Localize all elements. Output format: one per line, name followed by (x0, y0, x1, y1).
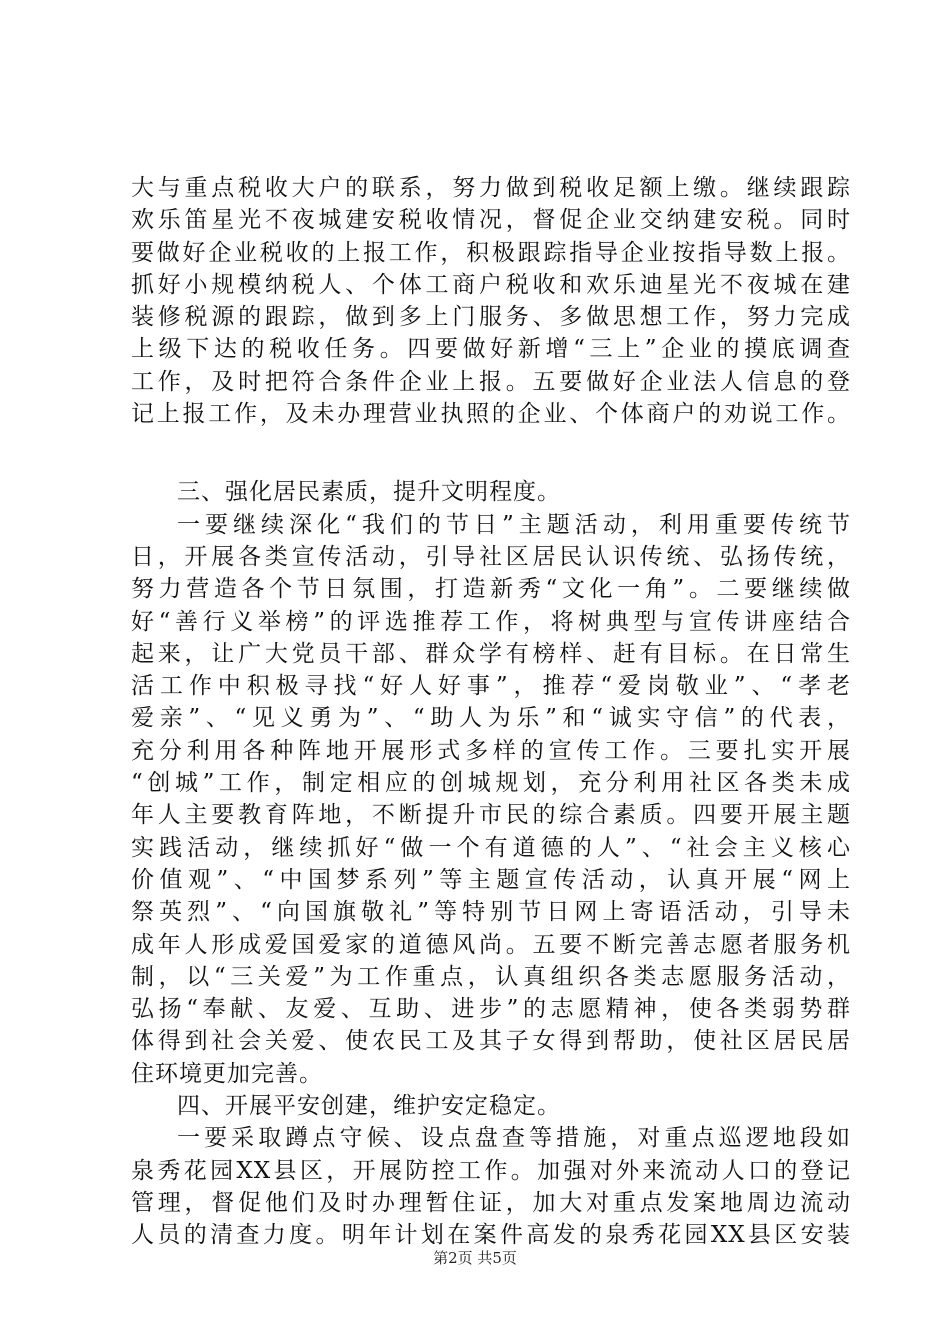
text-line: 好“善行义举榜”的评选推荐工作，将树典型与宣传讲座结合 (131, 608, 851, 635)
text-line: 成年人形成爱国爱家的道德风尚。五要不断完善志愿者服务机 (131, 931, 851, 958)
text-line: 工作，及时把符合条件企业上报。五要做好企业法人信息的登 (131, 368, 851, 395)
text-line: 上级下达的税收任务。四要做好新增“三上”企业的摸底调查 (131, 336, 851, 363)
text-line: 制，以“三关爱”为工作重点，认真组织各类志愿服务活动， (131, 963, 851, 990)
document-body (131, 172, 851, 1252)
text-line: 日，开展各类宣传活动，引导社区居民认识传统、弘扬传统， (131, 543, 851, 570)
text-line: 价值观”、“中国梦系列”等主题宣传活动，认真开展“网上 (131, 866, 851, 893)
paragraph-gap (131, 430, 851, 476)
text-line: 努力营造各个节日氛围，打造新秀“文化一角”。二要继续做 (131, 576, 851, 603)
text-line: 人员的清查力度。明年计划在案件高发的泉秀花园XX县区安装 (131, 1222, 851, 1249)
text-line: 活工作中积极寻找“好人好事”，推荐“爱岗敬业”、“孝老 (131, 673, 851, 700)
paragraph-civilization (131, 509, 851, 1090)
text-line: 充分利用各种阵地开展形式多样的宣传工作。三要扎实开展 (131, 737, 851, 764)
text-line: 住环境更加完善。 (131, 1060, 323, 1087)
page-footer: 第2页 共5页 (433, 1249, 517, 1267)
text-line: 记上报工作，及未办理营业执照的企业、个体商户的劝说工作。 (131, 401, 851, 428)
text-line: 一要继续深化“我们的节日”主题活动，利用重要传统节 (177, 511, 851, 538)
text-line: 爱亲”、“见义勇为”、“助人为乐”和“诚实守信”的代表， (131, 705, 851, 732)
text-line: 一要采取蹲点守候、设点盘查等措施，对重点巡逻地段如 (177, 1125, 851, 1152)
text-line: 要做好企业税收的上报工作，积极跟踪指导企业按指导数上报。 (131, 239, 851, 266)
text-line: 年人主要教育阵地，不断提升市民的综合素质。四要开展主题 (131, 802, 851, 829)
text-line: 实践活动，继续抓好“做一个有道德的人”、“社会主义核心 (131, 834, 851, 861)
text-line: 欢乐笛星光不夜城建安税收情况，督促企业交纳建安税。同时 (131, 207, 851, 234)
text-line: 起来，让广大党员干部、群众学有榜样、赶有目标。在日常生 (131, 640, 851, 667)
text-line: 祭英烈”、“向国旗敬礼”等特别节日网上寄语活动，引导未 (131, 899, 851, 926)
text-line: 装修税源的跟踪，做到多上门服务、多做思想工作，努力完成 (131, 304, 851, 331)
section-heading-3: 三、强化居民素质，提升文明程度。 (177, 479, 561, 506)
text-line: 大与重点税收大户的联系，努力做到税收足额上缴。继续跟踪 (131, 175, 851, 201)
text-line: 抓好小规模纳税人、个体工商户税收和欢乐迪星光不夜城在建 (131, 271, 851, 298)
text-line: 泉秀花园XX县区，开展防控工作。加强对外来流动人口的登记 (131, 1157, 851, 1184)
paragraph-safety (131, 1122, 851, 1251)
text-line: 体得到社会关爱、使农民工及其子女得到帮助，使社区居民居 (131, 1028, 851, 1055)
text-line: 弘扬“奉献、友爱、互助、进步”的志愿精神，使各类弱势群 (131, 996, 851, 1023)
section-heading-4: 四、开展平安创建，维护安定稳定。 (177, 1093, 561, 1120)
text-line: “创城”工作，制定相应的创城规划，充分利用社区各类未成 (131, 770, 851, 797)
paragraph-tax (131, 172, 851, 430)
text-line: 管理，督促他们及时办理暂住证，加大对重点发案地周边流动 (131, 1189, 851, 1216)
